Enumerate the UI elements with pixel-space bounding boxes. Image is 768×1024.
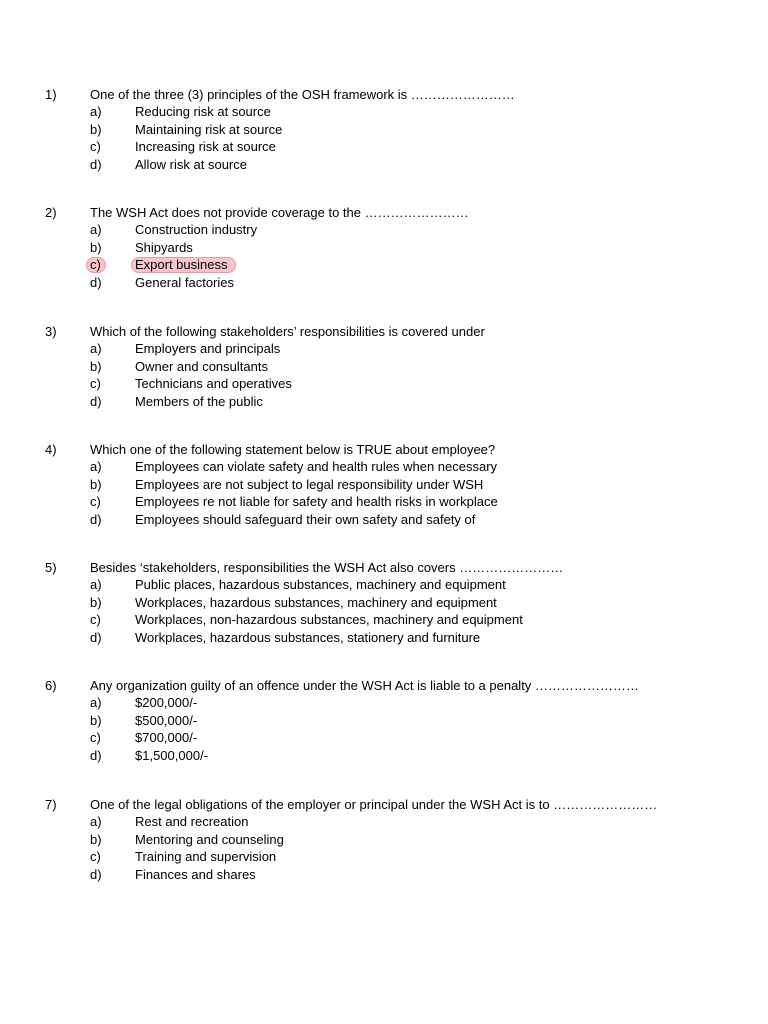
option-letter: d)	[90, 866, 102, 882]
question-text: One of the legal obligations of the employer or principal under the WSH Act is to ……………………	[90, 797, 658, 812]
question-number: 1)	[45, 87, 57, 102]
question-number: 2)	[45, 205, 57, 220]
question-row	[0, 323, 768, 340]
question-block	[0, 323, 768, 410]
option-text: Finances and shares	[135, 866, 256, 882]
question-row	[0, 204, 768, 221]
option-text: $500,000/-	[135, 712, 198, 728]
option-text: Training and supervision	[135, 849, 277, 865]
option-letter: d)	[90, 747, 102, 763]
option-letter: a)	[90, 695, 102, 711]
option-text: Reducing risk at source	[135, 104, 271, 120]
option-text: Employees should safeguard their own safety and safety of	[135, 511, 476, 527]
option-text: $200,000/-	[135, 695, 198, 711]
question-block	[0, 86, 768, 173]
option-row	[0, 274, 768, 291]
option-letter: b)	[90, 121, 102, 137]
question-row	[0, 796, 768, 813]
option-row	[0, 848, 768, 865]
option-row	[0, 831, 768, 848]
option-text: $700,000/-	[135, 730, 198, 746]
option-text: Public places, hazardous substances, machinery and equipment	[135, 577, 506, 593]
option-letter: a)	[90, 104, 102, 120]
option-row	[0, 493, 768, 510]
option-letter: c)	[90, 257, 101, 273]
option-row	[0, 511, 768, 528]
option-letter: c)	[90, 139, 101, 155]
option-row	[0, 221, 768, 238]
option-letter: d)	[90, 393, 102, 409]
option-row	[0, 729, 768, 746]
option-row	[0, 476, 768, 493]
option-letter: c)	[90, 730, 101, 746]
question-block	[0, 204, 768, 291]
option-letter: c)	[90, 494, 101, 510]
option-text: Export business	[135, 257, 228, 273]
question-row	[0, 559, 768, 576]
option-row	[0, 866, 768, 883]
question-number: 5)	[45, 560, 57, 575]
option-text: Mentoring and counseling	[135, 831, 284, 847]
option-text: Technicians and operatives	[135, 376, 292, 392]
option-letter: a)	[90, 814, 102, 830]
option-row	[0, 375, 768, 392]
question-number: 7)	[45, 797, 57, 812]
option-letter: b)	[90, 594, 102, 610]
question-number: 3)	[45, 324, 57, 339]
option-text: Rest and recreation	[135, 814, 249, 830]
option-row	[0, 747, 768, 764]
option-text: Members of the public	[135, 393, 263, 409]
option-letter: d)	[90, 511, 102, 527]
option-row	[0, 256, 768, 273]
option-letter: b)	[90, 831, 102, 847]
option-row	[0, 594, 768, 611]
question-block	[0, 441, 768, 528]
option-letter: c)	[90, 376, 101, 392]
option-text: Workplaces, hazardous substances, machinery and equipment	[135, 594, 497, 610]
question-text: Which of the following stakeholders’ responsibilities is covered under	[90, 324, 485, 339]
option-text: Shipyards	[135, 239, 193, 255]
option-text: General factories	[135, 274, 234, 290]
option-letter: c)	[90, 612, 101, 628]
question-text: Any organization guilty of an offence under the WSH Act is liable to a penalty ……………………	[90, 678, 639, 693]
option-text: Maintaining risk at source	[135, 121, 283, 137]
question-text: Which one of the following statement below is TRUE about employee?	[90, 442, 496, 457]
option-text: Workplaces, non-hazardous substances, machinery and equipment	[135, 612, 523, 628]
option-text: Employers and principals	[135, 341, 281, 357]
option-text: Employees can violate safety and health rules when necessary	[135, 459, 498, 475]
option-text: Employees re not liable for safety and health risks in workplace	[135, 494, 498, 510]
option-letter: d)	[90, 274, 102, 290]
question-block	[0, 677, 768, 764]
option-row	[0, 358, 768, 375]
question-row	[0, 86, 768, 103]
option-letter: c)	[90, 849, 101, 865]
question-text: One of the three (3) principles of the OSH framework is ……………………	[90, 87, 515, 102]
option-row	[0, 611, 768, 628]
question-block	[0, 559, 768, 646]
option-letter: d)	[90, 629, 102, 645]
question-row	[0, 677, 768, 694]
option-letter: d)	[90, 156, 102, 172]
option-letter: a)	[90, 459, 102, 475]
option-row	[0, 712, 768, 729]
option-text: Construction industry	[135, 222, 258, 238]
option-row	[0, 576, 768, 593]
option-text: Increasing risk at source	[135, 139, 276, 155]
option-row	[0, 813, 768, 830]
option-row	[0, 629, 768, 646]
option-row	[0, 694, 768, 711]
option-row	[0, 458, 768, 475]
option-row	[0, 340, 768, 357]
option-row	[0, 156, 768, 173]
question-text: The WSH Act does not provide coverage to the ……………………	[90, 205, 469, 220]
option-letter: b)	[90, 712, 102, 728]
option-row	[0, 393, 768, 410]
option-row	[0, 138, 768, 155]
option-letter: a)	[90, 222, 102, 238]
option-row	[0, 121, 768, 138]
option-letter: a)	[90, 341, 102, 357]
option-letter: a)	[90, 577, 102, 593]
option-text: Employees are not subject to legal responsibility under WSH	[135, 476, 484, 492]
question-number: 4)	[45, 442, 57, 457]
option-letter: b)	[90, 358, 102, 374]
option-row	[0, 239, 768, 256]
option-row	[0, 103, 768, 120]
option-text: Workplaces, hazardous substances, stationery and furniture	[135, 629, 481, 645]
option-letter: b)	[90, 239, 102, 255]
option-text: Allow risk at source	[135, 156, 247, 172]
question-number: 6)	[45, 678, 57, 693]
question-row	[0, 441, 768, 458]
question-text: Besides ‘stakeholders, responsibilities the WSH Act also covers ……………………	[90, 560, 564, 575]
option-text: Owner and consultants	[135, 358, 268, 374]
question-block	[0, 796, 768, 883]
option-text: $1,500,000/-	[135, 747, 209, 763]
option-letter: b)	[90, 476, 102, 492]
